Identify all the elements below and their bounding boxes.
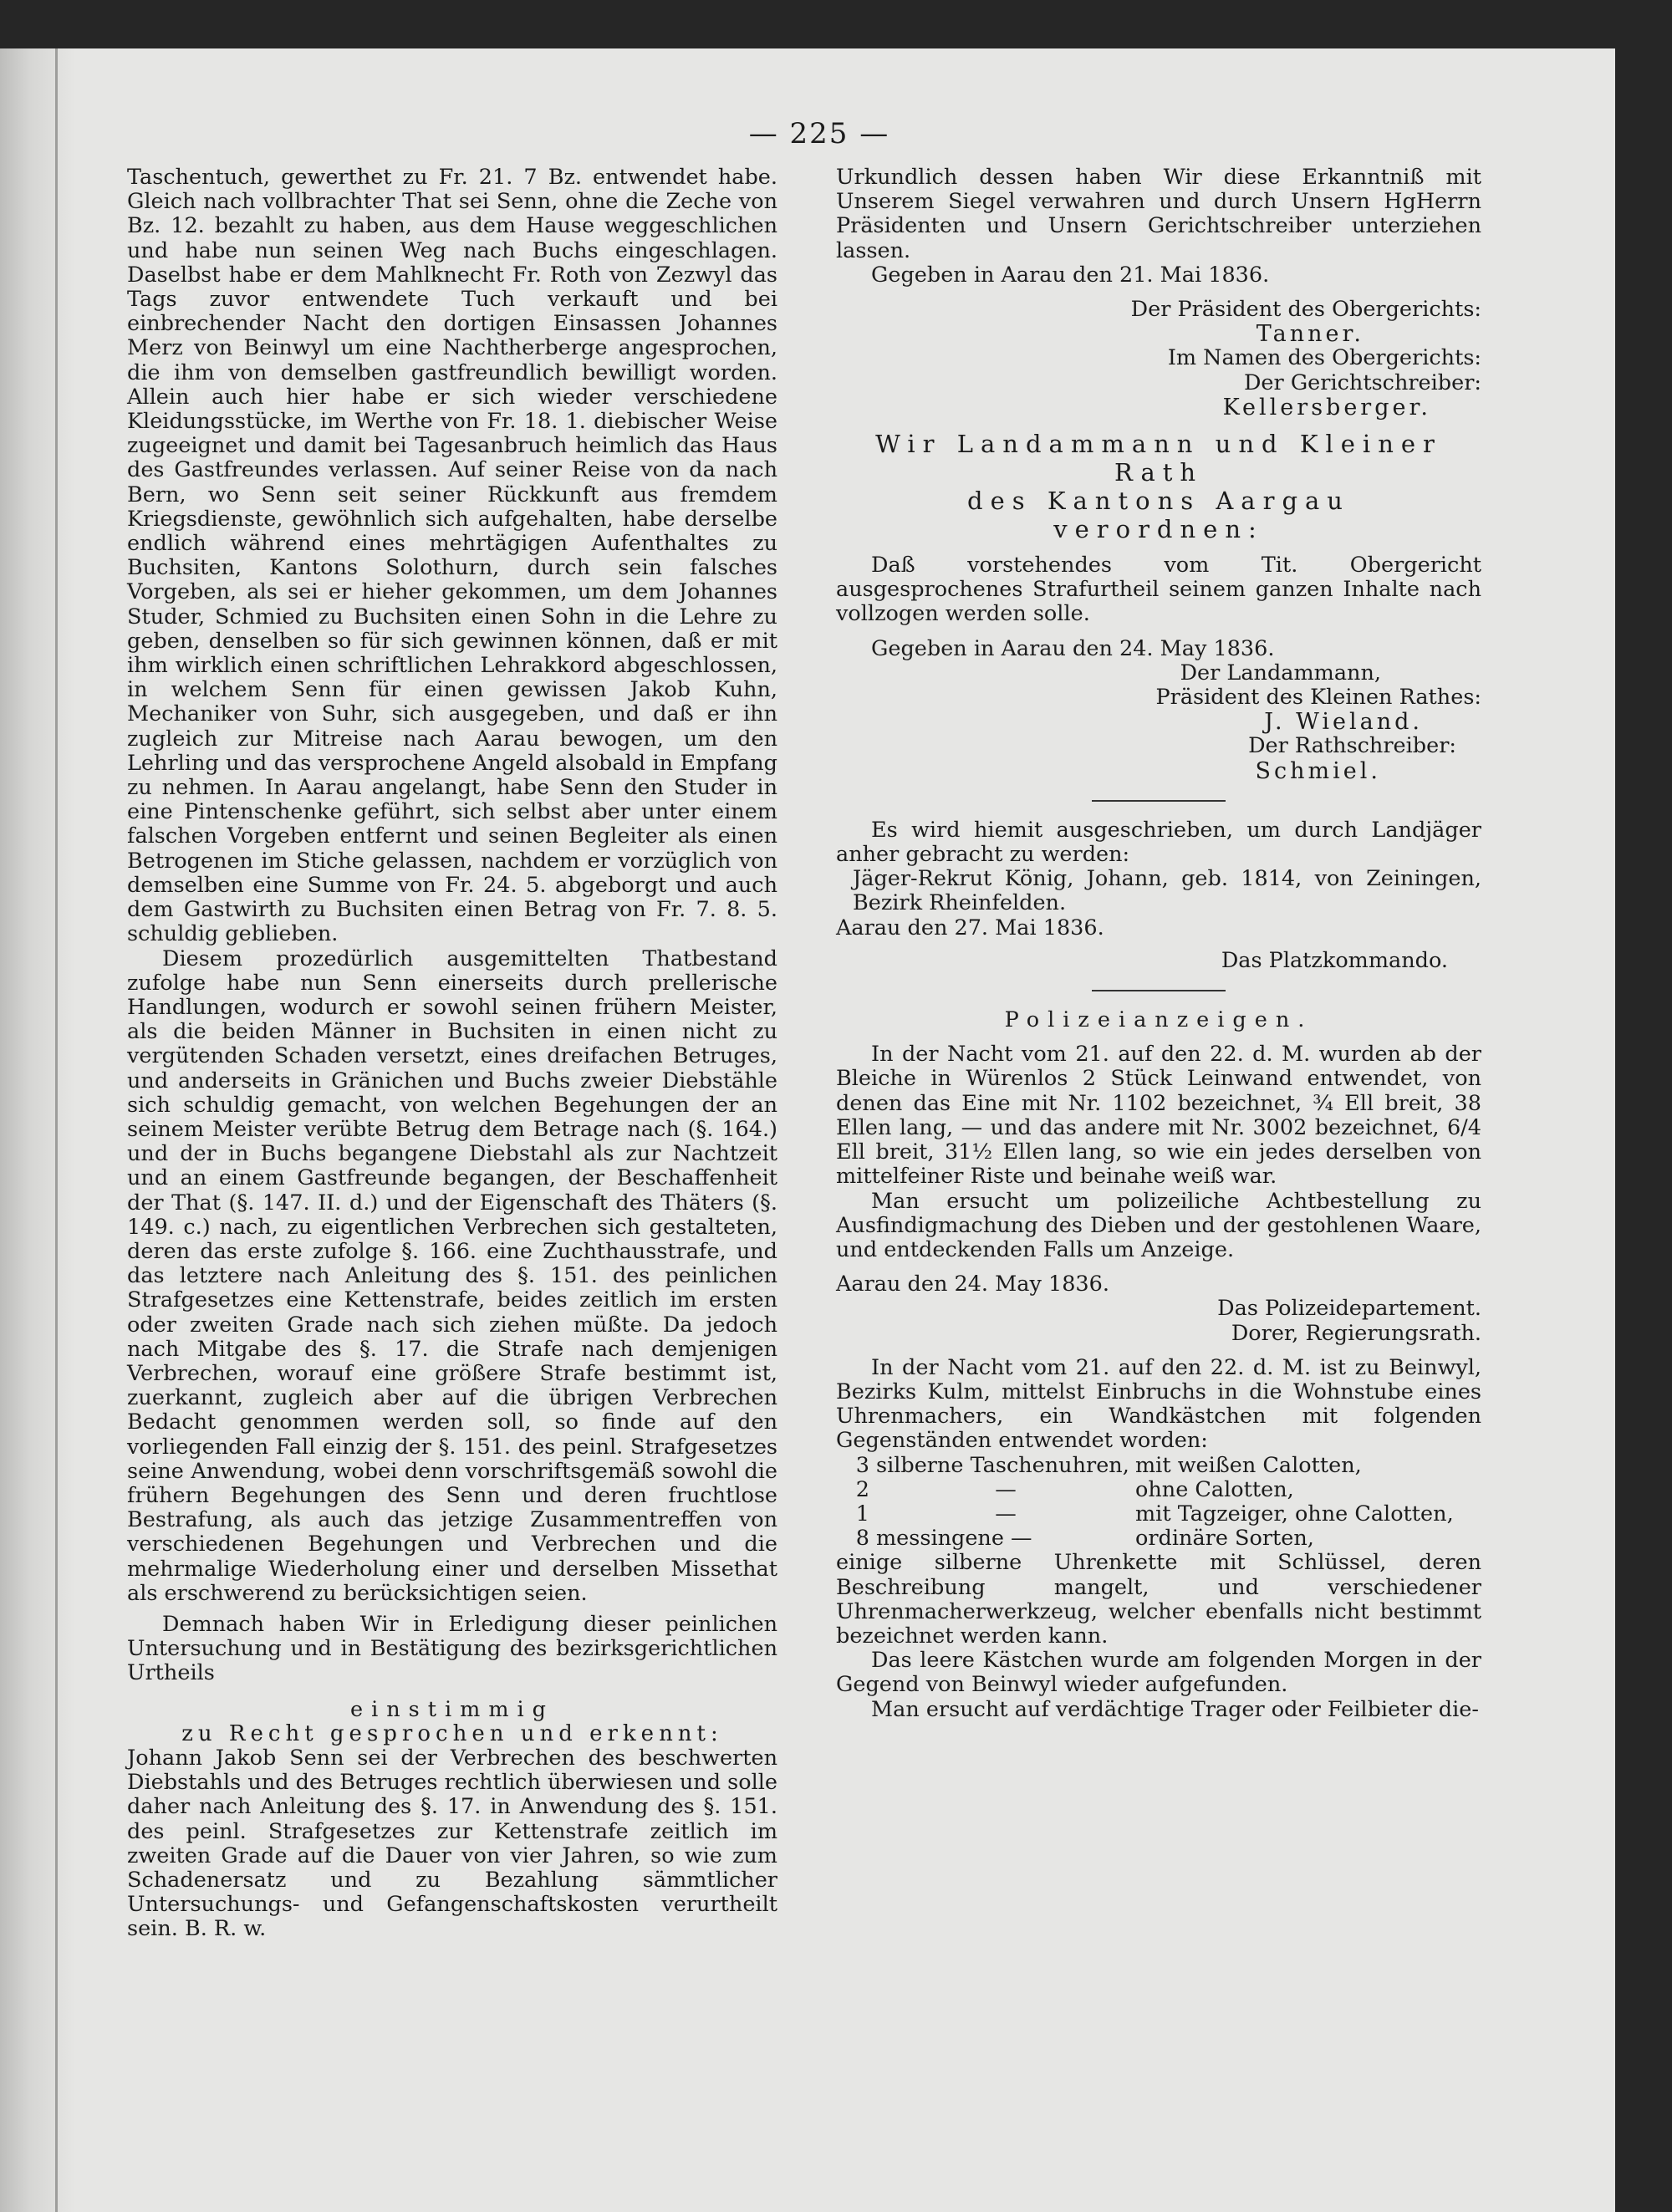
paragraph: Diesem prozedürlich ausgemittelten Thatbestand zufolge habe nun Senn einerseits durch prellerische Handlungen, wodurch er sowohl seinen frühern Meister, als die beiden Männer in Buchsiten in einen nicht zu vergütenden Schaden versetzt, eines dreifachen Betruges, und anderseits in Gränichen und Buchs zweier Diebstähle sich schuldig gemacht, von welchen Begehungen der an seinem Meister verübte Betrug dem Betrage nach (§. 164.) und der in Buchs begangene Diebstahl als zur Nachtzeit und an einem Gastfreunde begangen, der Beschaffenheit der That (§. 147. II. d.) und der Eigenschaft des Thäters (§. 149. c.) nach, zu eigentlichen Verbrechen sich gestalteten, deren das erste zufolge §. 166. eine Zuchthausstrafe, und das letztere nach Anleitung des §. 151. des peinlichen Strafgesetzes eine Kettenstrafe, beides zeitlich im ersten oder zweiten Grade nach sich ziehen müßte. Da jedoch nach Mitgabe des §. 17. die Strafe nach demjenigen Verbrechen, worauf eine größere Strafe bestimmt ist, zuerkannt, zugleich aber auf die übrigen Verbrechen Bedacht genommen werden soll, so finde auf den vorliegenden Fall einzig der §. 151. des peinl. Strafgesetzes seine Anwendung, wobei denn vorschriftsgemäß sowohl die frühern Begehungen des Senn und deren fruchtlose Bestrafung, als auch das jetzige Zusammentreffen von verschiedenen Begehungen und Verbrechen und die mehrmalige Wiederholung einer und derselben Missethat als erschwerend zu berücksichtigen seien.: [127, 945, 777, 1606]
signature-name: Das Platzkommando.: [1221, 947, 1448, 973]
left-column: [127, 166, 777, 1942]
signature-name: Dorer, Regierungsrath.: [1231, 1320, 1481, 1346]
item-name: messingene —: [876, 1526, 1032, 1552]
item-detail: mit weißen Calotten,: [1135, 1452, 1362, 1478]
date-line: Aarau den 27. Mai 1836.: [836, 915, 1104, 940]
item-qty: 1: [855, 1501, 869, 1526]
signature-subtitle: Präsident des Kleinen Rathes:: [1155, 685, 1481, 711]
decree-heading: des Kantons Aargau: [967, 487, 1350, 516]
list-item: [836, 1478, 1481, 1502]
paragraph: Taschentuch, gewerthet zu Fr. 21. 7 Bz. entwendet habe. Gleich nach vollbrachter That sei Senn, ohne die Zeche von Bz. 12. bezahlt zu haben, aus dem Hause weggeschlichen und habe nun seinen Weg nach Buchs eingeschlagen. Daselbst habe er dem Mahlknecht Fr. Roth von Zezwyl das Tags zuvor entwendete Tuch verkauft und bei einbrechender Nacht den dortigen Einsassen Johannes Merz von Beinwyl um eine Nachtherberge angesprochen, die ihm von demselben gastfreundlich bewilligt worden. Allein auch hier habe er sich wieder verschiedene Kleidungsstücke, im Werthe von Fr. 18. 1. diebischer Weise zugeeignet und damit bei Tagesanbruch heimlich das Haus des Gastfreundes verlassen. Auf seiner Reise von da nach Bern, wo Senn seit seiner Rückkunft aus fremdem Kriegsdienste, gewöhnlich sich aufgehalten, habe derselbe endlich während eines mehrtägigen Aufenthaltes zu Buchsiten, Kantons Solothurn, durch sein falsches Vorgeben, als sei er hieher gekommen, um dem Johannes Studer, Schmied zu Buchsiten einen Sohn in die Lehre zu geben, denselben so für sich gewinnen können, daß er mit ihm wirklich einen schriftlichen Lehrakkord abgeschlossen, in welchem Senn für einen gewissen Jakob Kuhn, Mechaniker von Suhr, sich ausgegeben, und daß er ihn zugleich zur Mitreise nach Aarau bewogen, um den Lehrling und das versprochene Angeld alsobald in Empfang zu nehmen. In Aarau angelangt, habe Senn den Studer in eine Pintenschenke geführt, sich selbst aber unter einem falschen Vorgeben entfernt und seinen Begleiter als einen Betrogenen im Stiche gelassen, nachdem er vorzüglich von demselben eine Summe von Fr. 24. 5. abgeborgt und auch dem Gastwirth zu Buchsiten einen Betrag von Fr. 7. 8. 5. schuldig geblieben.: [127, 165, 777, 947]
signature-title: Der Landammann,: [1180, 660, 1381, 686]
paragraph: Demnach haben Wir in Erledigung dieser peinlichen Untersuchung und in Bestätigung des bezirksgerichtlichen Urtheils: [127, 1611, 777, 1686]
paragraph: Jäger-Rekrut König, Johann, geb. 1814, von Zeiningen, Bezirk Rheinfelden.: [853, 866, 1481, 916]
decree-heading: verordnen:: [1053, 515, 1264, 544]
paragraph: In der Nacht vom 21. auf den 22. d. M. wurden ab der Bleiche in Würenlos 2 Stück Leinwand entwendet, von denen das Eine mit Nr. 1102 bezeichnet, ¾ Ell breit, 38 Ellen lang, — und das andere mit Nr. 3002 bezeichnet, 6/4 Ell breit, 31½ Ellen lang, so wie ein jedes derselben von mittelfeiner Riste und beinahe weiß war.: [836, 1042, 1481, 1190]
section-divider: [1092, 990, 1226, 991]
signature-title: Das Polizeidepartement.: [1217, 1296, 1481, 1322]
signature-subtitle: Der Gerichtschreiber:: [1243, 370, 1481, 395]
date-line: Aarau den 24. May 1836.: [836, 1272, 1109, 1297]
page-fold-line: [55, 48, 58, 2212]
page-number: — 225 —: [748, 117, 890, 150]
scan-background-right: [1613, 0, 1672, 2212]
section-divider: [1092, 800, 1226, 802]
signature-name: J. Wieland.: [1264, 709, 1423, 736]
signature-title: Der Rathschreiber:: [1248, 733, 1456, 759]
item-detail: mit Tagzeiger, ohne Calotten,: [1135, 1501, 1454, 1526]
paragraph: Daß vorstehendes vom Tit. Obergericht ausgesprochenes Strafurtheil seinem ganzen Inhalte nach vollzogen werden solle.: [836, 553, 1481, 627]
item-qty: 2: [855, 1476, 869, 1502]
paragraph: Man ersucht auf verdächtige Trager oder Feilbieter die-: [871, 1696, 1479, 1722]
paragraph: In der Nacht vom 21. auf den 22. d. M. ist zu Beinwyl, Bezirks Kulm, mittelst Einbruchs in die Wohnstube eines Uhrenmachers, ein Wandkästchen mit folgenden Gegenständen entwendet worden:: [836, 1354, 1481, 1454]
signature-name: Tanner.: [1256, 321, 1364, 348]
paragraph: Das leere Kästchen wurde am folgenden Morgen in der Gegend von Beinwyl wieder aufgefunden.: [836, 1648, 1481, 1698]
paragraph: Es wird hiemit ausgeschrieben, um durch Landjäger anher gebracht zu werden:: [836, 817, 1481, 868]
list-item: [836, 1502, 1481, 1526]
right-column: [836, 166, 1481, 1722]
list-item: [836, 1526, 1481, 1551]
item-detail: ordinäre Sorten,: [1135, 1526, 1314, 1552]
decree-heading: Wir Landammann und Kleiner Rath: [875, 430, 1442, 487]
item-qty: 8: [855, 1526, 869, 1552]
date-line: Gegeben in Aarau den 21. Mai 1836.: [871, 262, 1270, 288]
date-line: Gegeben in Aarau den 24. May 1836.: [871, 635, 1275, 661]
section-heading: Polizeianzeigen.: [1004, 1007, 1313, 1033]
page-gutter: [0, 48, 75, 2212]
signature-name: Kellersberger.: [1222, 394, 1431, 420]
paragraph: einige silberne Uhrenkette mit Schlüssel, deren Beschreibung mangelt, und verschiedener Uhrenmacherwerkzeug, welcher ebenfalls nicht bestimmt bezeichnet werden kann.: [836, 1550, 1481, 1649]
item-name: —: [995, 1501, 1017, 1526]
list-item: [836, 1454, 1481, 1478]
section-subheading: zu Recht gesprochen und erkennt:: [181, 1720, 723, 1746]
paragraph: Man ersucht um polizeiliche Achtbestellung zu Ausfindigmachung des Dieben und der gestohlenen Waare, und entdeckenden Falls um Anzeige.: [836, 1188, 1481, 1262]
item-detail: ohne Calotten,: [1135, 1476, 1294, 1502]
signature-title: Der Präsident des Obergerichts:: [1130, 297, 1481, 323]
item-name: silberne Taschenuhren,: [876, 1452, 1129, 1478]
item-qty: 3: [855, 1452, 869, 1478]
item-list: [836, 1454, 1481, 1552]
paragraph: Johann Jakob Senn sei der Verbrechen des beschwerten Diebstahls und des Betruges rechtlich überwiesen und solle daher nach Anleitung des §. 17. in Anwendung des §. 151. des peinl. Strafgesetzes zur Kettenstrafe zeitlich im zweiten Grade auf die Dauer von vier Jahren, so wie zum Schadenersatz und zu Bezahlung sämmtlicher Untersuchungs- und Gefangenschaftskosten verurtheilt sein. B. R. w.: [127, 1746, 777, 1942]
paragraph: Urkundlich dessen haben Wir diese Erkanntniß mit Unserem Siegel verwahren und durch Unsern HgHerrn Präsidenten und Unsern Gerichtschreiber unterziehen lassen.: [836, 165, 1481, 263]
signature-title: Im Namen des Obergerichts:: [1167, 345, 1481, 371]
item-name: —: [995, 1476, 1017, 1502]
signature-name: Schmiel.: [1255, 757, 1381, 784]
section-heading: einstimmig: [350, 1696, 554, 1722]
